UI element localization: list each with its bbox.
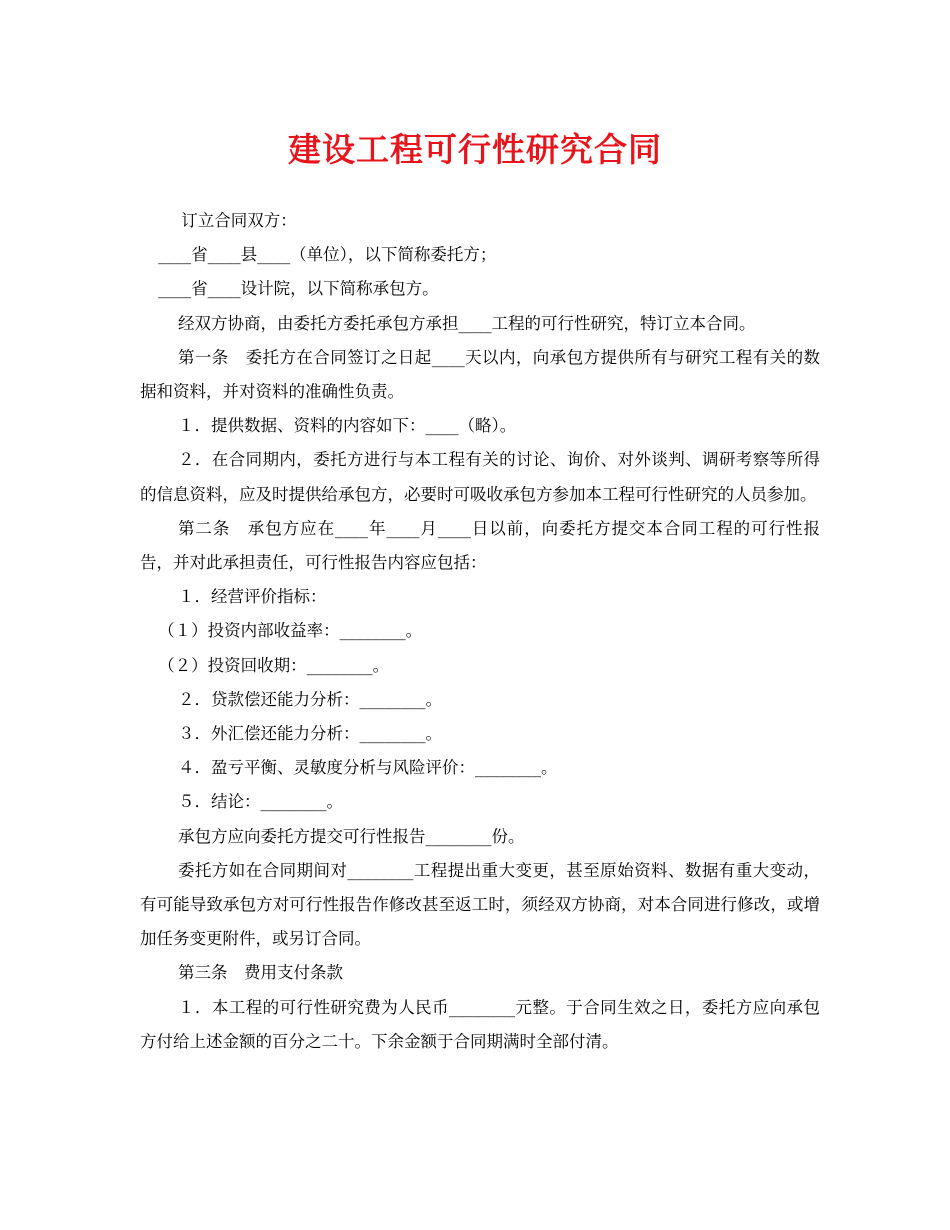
- paragraph-article-2: 第二条 承包方应在____年____月____日以前，向委托方提交本合同工程的可行性报告，并对此承担责任，可行性报告内容应包括：: [140, 518, 820, 573]
- paragraph-article-2-item-1-2: （２）投资回收期：________。: [158, 655, 390, 675]
- paragraph-article-2-item-1: １．经营评价指标：: [177, 587, 327, 607]
- paragraph-article-2-item-5: ５．结论：________。: [177, 792, 343, 812]
- document-title: 建设工程可行性研究合同: [288, 130, 662, 169]
- paragraph-contractor: ____省____设计院，以下简称承包方。: [158, 279, 439, 299]
- paragraph-article-1-item-2: ２．在合同期内，委托方进行与本工程有关的讨论、询价、对外谈判、调研考察等所得的信息资料，应及时提供给承包方，必要时可吸收承包方参加本工程可行性研究的人员参加。: [140, 450, 820, 504]
- paragraph-changes: 委托方如在合同期间对________工程提出重大变更，甚至原始资料、数据有重大变动，有可能导致承包方对可行性报告作修改甚至返工时，须经双方协商，对本合同进行修改，或增加任务变更附件，或另订合同。: [140, 860, 820, 949]
- paragraph-agreement: 经双方协商，由委托方委托承包方承担____工程的可行性研究，特订立本合同。: [177, 313, 756, 333]
- paragraph-parties-heading: 订立合同双方：: [181, 211, 297, 230]
- paragraph-article-2-item-2: ２．贷款偿还能力分析：________。: [177, 689, 442, 709]
- paragraph-article-1: 第一条 委托方在合同签订之日起____天以内，向承包方提供所有与研究工程有关的数据和资料，并对资料的准确性负责。: [140, 347, 820, 402]
- paragraph-article-3-item-1: １．本工程的可行性研究费为人民币________元整。于合同生效之日，委托方应向承包方付给上述金额的百分之二十。下余金额于合同期满时全部付清。: [140, 997, 820, 1051]
- paragraph-article-3: 第三条 费用支付条款: [177, 963, 343, 983]
- document-body: [140, 204, 820, 1059]
- paragraph-article-2-item-1-1: （１）投资内部收益率：________。: [158, 621, 423, 641]
- paragraph-article-2-item-4: ４．盈亏平衡、灵敏度分析与风险评价：________。: [177, 758, 558, 778]
- paragraph-article-2-item-3: ３．外汇偿还能力分析：________。: [177, 724, 442, 744]
- paragraph-report-copies: 承包方应向委托方提交可行性报告________份。: [177, 826, 525, 846]
- paragraph-client: ____省____县____（单位），以下简称委托方；: [158, 245, 497, 265]
- paragraph-article-1-item-1: １．提供数据、资料的内容如下：____（略）。: [177, 416, 517, 436]
